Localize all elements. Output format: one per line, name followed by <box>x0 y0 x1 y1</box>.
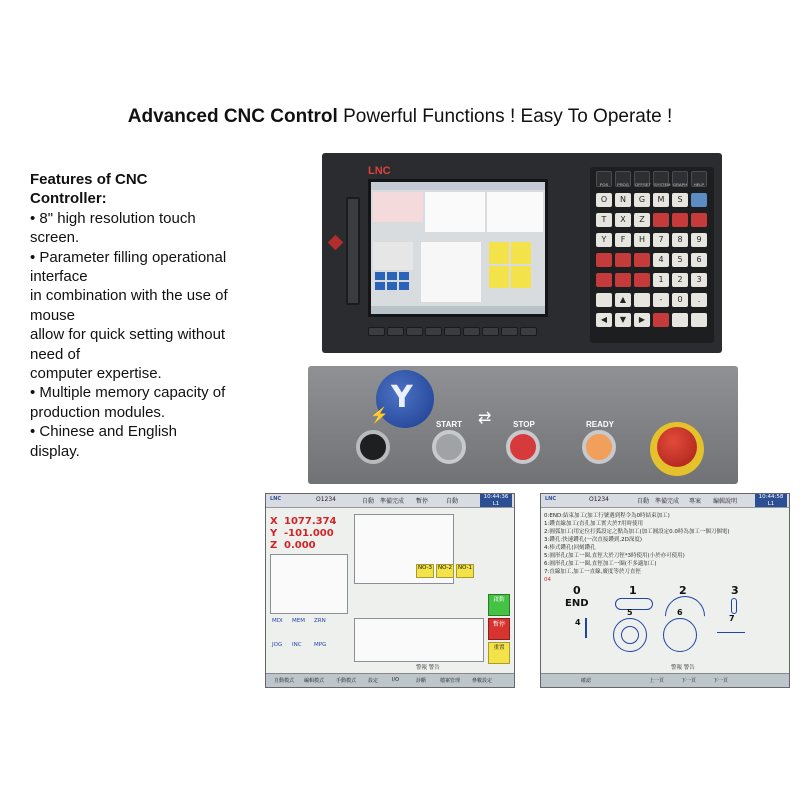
arrow-left-icon[interactable]: ◀ <box>596 313 612 327</box>
key-red[interactable] <box>615 253 631 267</box>
key-h[interactable]: H <box>634 233 650 247</box>
key-0[interactable]: 0 <box>672 293 688 307</box>
logo-small: LNC <box>270 496 282 502</box>
menu-manual[interactable]: 手動模式 <box>336 678 357 684</box>
key-2[interactable]: 2 <box>672 273 688 287</box>
code-line: 4:棒式鑽孔(回刻鑽孔 <box>544 545 596 551</box>
system-key[interactable]: SYSTEM <box>653 171 669 187</box>
headline-rest: Powerful Functions ! Easy To Operate ! <box>337 106 673 127</box>
feature-line: need of <box>30 345 81 363</box>
settings-box <box>270 554 348 614</box>
status-4: 自動 <box>446 498 459 505</box>
brand-logo: LNC <box>368 165 391 177</box>
alarm-indicator: 警報 警告 <box>416 665 440 671</box>
key-blue[interactable] <box>691 193 707 207</box>
code-line: 2:圓弧加工(用定位打弧設定之點為加工(加工圓設定0.0時為加工一個刀個電) <box>544 529 730 535</box>
logo-small: LNC <box>545 496 557 502</box>
stop-label: STOP <box>513 420 535 429</box>
key-blank[interactable] <box>691 313 707 327</box>
code-line: 3:鑽孔:快速鑽孔(一次直接鑽到,2D深度) <box>544 537 642 543</box>
diagram-label-1: 1 <box>629 584 637 597</box>
emergency-stop-button[interactable] <box>650 422 704 476</box>
menu-auto[interactable]: 自動模式 <box>274 678 295 684</box>
mode-mem[interactable]: MEM <box>292 618 305 624</box>
key-red[interactable] <box>653 313 669 327</box>
ready-label: READY <box>585 420 614 429</box>
soft-key[interactable] <box>501 327 518 336</box>
diagram-label-6: 6 <box>677 608 683 617</box>
axis-z-value: 0.000 <box>284 540 316 551</box>
key-red[interactable] <box>596 253 612 267</box>
graph-key[interactable]: GRAPH <box>672 171 688 187</box>
slot-shape-icon <box>615 598 653 610</box>
arrow-down-icon[interactable]: ▼ <box>615 313 631 327</box>
clock-sub: L1 <box>492 500 500 507</box>
mode-inc[interactable]: INC <box>292 642 302 648</box>
cycle-start-button[interactable]: 啟動 <box>488 594 510 616</box>
status-1: 自動 <box>637 498 650 505</box>
operator-box <box>308 366 738 484</box>
key-m[interactable]: M <box>653 193 669 207</box>
line-shape-icon <box>717 632 745 633</box>
key-s[interactable]: S <box>672 193 688 207</box>
reset-button[interactable]: 重置 <box>488 642 510 664</box>
axis-x-value: 1077.374 <box>284 516 337 527</box>
clock-sub: L1 <box>767 500 775 507</box>
soft-key[interactable] <box>406 327 423 336</box>
menu-settings[interactable]: 設定 <box>368 678 379 684</box>
top-status-bar <box>266 494 514 508</box>
key-blank[interactable] <box>672 313 688 327</box>
key-t[interactable]: T <box>596 213 612 227</box>
menu-io[interactable]: I/O <box>392 677 400 683</box>
features-list <box>30 170 260 461</box>
cnc-controller-panel <box>322 153 722 353</box>
key-blank[interactable] <box>634 293 650 307</box>
diagram-end-label: END <box>565 598 589 609</box>
program-number: O1234 <box>316 496 336 503</box>
arrow-right-icon[interactable]: ▶ <box>634 313 650 327</box>
diagram-label-5: 5 <box>627 608 633 617</box>
key-z[interactable]: Z <box>634 213 650 227</box>
bottom-menu <box>541 673 789 687</box>
stop-button[interactable] <box>506 430 540 464</box>
key-4[interactable]: 4 <box>653 253 669 267</box>
clock-time: 10:44:58 <box>758 494 784 500</box>
menu-next-page[interactable]: 下一頁 <box>681 678 697 684</box>
mode-jog[interactable]: JOG <box>272 642 283 648</box>
soft-key-row <box>368 323 558 337</box>
help-key[interactable]: HELP <box>691 171 707 187</box>
feature-line: allow for quick setting without <box>30 326 226 344</box>
no2-button[interactable]: NO-2 <box>436 564 454 578</box>
key-shift[interactable] <box>596 293 612 307</box>
diagram-label-7: 7 <box>729 614 735 623</box>
key-5[interactable]: 5 <box>672 253 688 267</box>
soft-key[interactable] <box>425 327 442 336</box>
feed-hold-button[interactable]: 暫停 <box>488 618 510 640</box>
key-red[interactable] <box>691 213 707 227</box>
axis-z-label: Z <box>270 540 278 551</box>
feature-line: production modules. <box>30 403 166 421</box>
feature-line: interface <box>30 268 88 286</box>
diagram-label-3: 3 <box>731 584 739 597</box>
axis-x-label: X <box>270 516 278 527</box>
mode-mdi[interactable]: MDI <box>272 618 283 624</box>
power-switch[interactable] <box>356 430 390 464</box>
key-red[interactable] <box>634 273 650 287</box>
cycle-icon: ⇄ <box>478 410 492 427</box>
prog-key[interactable]: PROG <box>615 171 631 187</box>
key-8[interactable]: 8 <box>672 233 688 247</box>
menu-params[interactable]: 參數設定 <box>472 678 493 684</box>
current-code: 04 <box>544 577 551 583</box>
alarm-indicator: 警報 警告 <box>671 665 695 671</box>
features-title-2: Controller: <box>30 190 107 208</box>
soft-key[interactable] <box>368 327 385 336</box>
status-3: 專案 <box>689 498 702 505</box>
key-minus[interactable]: - <box>653 293 669 307</box>
offset-key[interactable]: OFFSET <box>634 171 650 187</box>
no1-button[interactable]: NO-1 <box>456 564 474 578</box>
feature-line: • Chinese and English <box>30 423 178 441</box>
key-dot[interactable]: . <box>691 293 707 307</box>
status-3: 暫停 <box>416 498 429 505</box>
ready-button[interactable] <box>582 430 616 464</box>
top-status-bar <box>541 494 789 508</box>
menu-files[interactable]: 檔案管理 <box>440 678 461 684</box>
screenshot-edit-help <box>540 493 790 688</box>
code-line: 0:END:結束加工(加工行號遇到程令為0時結束加工) <box>544 513 670 519</box>
power-bolt-icon: ⚡ <box>370 407 389 424</box>
mode-zrn[interactable]: ZRN <box>314 618 326 624</box>
start-button[interactable] <box>432 430 466 464</box>
start-label: START <box>435 420 463 429</box>
circle-contour-icon <box>663 618 697 652</box>
status-2: 準備完成 <box>655 498 680 505</box>
feature-line: display. <box>30 442 80 460</box>
status-4: 編輯說明 <box>713 498 738 505</box>
feature-line: computer expertise. <box>30 365 162 383</box>
keypad <box>590 167 714 343</box>
key-red[interactable] <box>615 273 631 287</box>
soft-key[interactable] <box>387 327 404 336</box>
arrow-up-icon[interactable]: ▲ <box>615 293 631 307</box>
key-f[interactable]: F <box>615 233 631 247</box>
key-red[interactable] <box>672 213 688 227</box>
key-red[interactable] <box>653 213 669 227</box>
key-n[interactable]: N <box>615 193 631 207</box>
program-number: O1234 <box>589 496 609 503</box>
screenshot-auto-mode <box>265 493 515 688</box>
feature-line: • 8" high resolution touch <box>30 209 196 227</box>
key-red[interactable] <box>596 273 612 287</box>
status-1: 自動 <box>362 498 375 505</box>
key-x[interactable]: X <box>615 213 631 227</box>
peck-shape-icon <box>585 618 587 638</box>
code-line: 6:圓形孔(加工一圈,直徑加工一圈(不多適加工) <box>544 561 657 567</box>
touch-screen[interactable] <box>368 179 548 317</box>
headline <box>0 106 800 128</box>
diagram-label-0: 0 <box>573 584 581 597</box>
bottom-menu <box>266 673 514 687</box>
mode-mpg[interactable]: MPG <box>314 642 327 648</box>
key-o[interactable]: O <box>596 193 612 207</box>
soft-key[interactable] <box>463 327 480 336</box>
diagram-label-2: 2 <box>679 584 687 597</box>
key-red[interactable] <box>634 253 650 267</box>
usb-slot <box>346 197 360 305</box>
key-6[interactable]: 6 <box>691 253 707 267</box>
features-title-1: Features of CNC <box>30 171 148 188</box>
no3-button[interactable]: NO-3 <box>416 564 434 578</box>
key-3[interactable]: 3 <box>691 273 707 287</box>
pos-key[interactable]: POS <box>596 171 612 187</box>
emergency-stop-cap <box>657 427 697 467</box>
menu-diagnose[interactable]: 診斷 <box>416 678 427 684</box>
key-9[interactable]: 9 <box>691 233 707 247</box>
status-2: 準備完成 <box>380 498 405 505</box>
brand-emblem-icon: Y <box>376 370 434 428</box>
axis-y-label: Y <box>270 528 278 539</box>
feature-line: • Parameter filling operational <box>30 248 227 266</box>
screen-content-icon <box>371 182 545 314</box>
soft-key[interactable] <box>444 327 461 336</box>
drill-shape-icon <box>731 598 737 614</box>
soft-key[interactable] <box>482 327 499 336</box>
key-1[interactable]: 1 <box>653 273 669 287</box>
feature-line: • Multiple memory capacity of <box>30 384 226 402</box>
code-line: 1:鑽直線加工(直孔加工實大於7用時使用 <box>544 521 643 527</box>
soft-key[interactable] <box>520 327 537 336</box>
clock <box>755 494 787 507</box>
code-line: 7:直線加工,加工一直線,廣度等於刀直徑 <box>544 569 641 575</box>
diagram-label-4: 4 <box>575 618 581 627</box>
menu-edit[interactable]: 編輯模式 <box>304 678 325 684</box>
key-y[interactable]: Y <box>596 233 612 247</box>
key-g[interactable]: G <box>634 193 650 207</box>
axis-y-value: -101.000 <box>284 528 334 539</box>
cycle-buttons-box <box>354 618 484 662</box>
menu-prev-page[interactable]: 上一頁 <box>649 678 665 684</box>
feature-line: screen. <box>30 229 80 247</box>
circle-pocket-inner-icon <box>621 626 639 644</box>
clock <box>480 494 512 507</box>
clock-time: 10:44:36 <box>483 494 509 500</box>
feature-line: in combination with the use of <box>30 287 228 305</box>
key-7[interactable]: 7 <box>653 233 669 247</box>
headline-bold: Advanced CNC Control <box>127 106 338 127</box>
menu-confirm[interactable]: 確認 <box>581 678 592 684</box>
feature-line: mouse <box>30 306 76 324</box>
power-indicator-icon <box>328 235 344 251</box>
code-line: 5:圓形孔(加工一圈,直徑大於刀徑*3時使用(小於亦可使用) <box>544 553 685 559</box>
menu-next-page-2[interactable]: 下一頁 <box>713 678 729 684</box>
